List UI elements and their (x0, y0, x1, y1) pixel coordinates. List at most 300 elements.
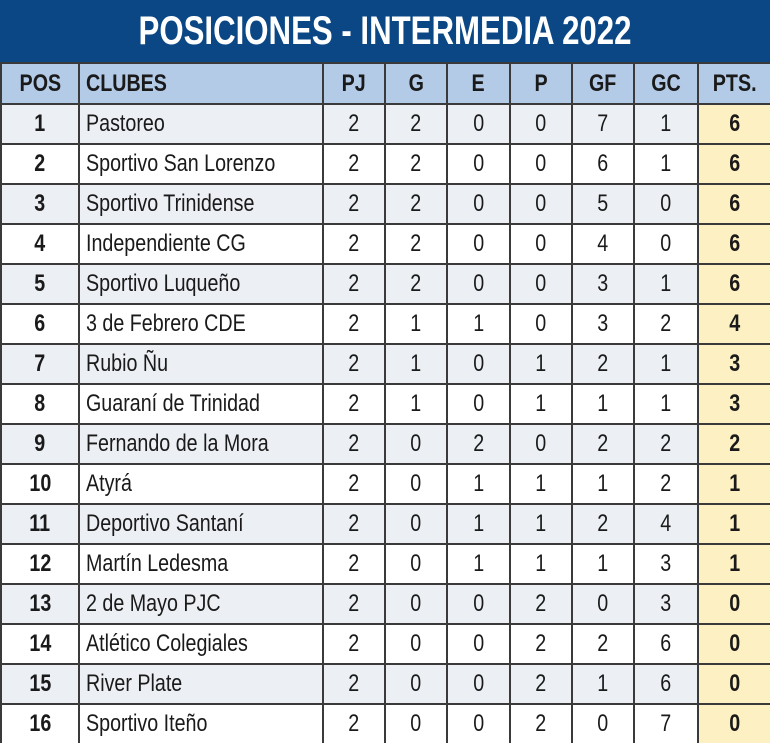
cell-value: 0 (729, 590, 740, 617)
cell-g (385, 544, 447, 584)
cell-value: 1 (660, 150, 672, 177)
cell-e (447, 104, 510, 144)
cell-e (447, 264, 510, 304)
cell-club (79, 304, 323, 344)
cell-value: 0 (410, 430, 422, 457)
cell-value: 6 (729, 190, 740, 217)
cell-e (447, 464, 510, 504)
cell-gc (634, 224, 698, 264)
cell-value: 0 (535, 230, 547, 257)
cell-value: 1 (729, 550, 740, 577)
cell-e (447, 584, 510, 624)
cell-value: Rubio Ñu (86, 350, 169, 377)
header-pj (323, 63, 385, 104)
table-row (1, 424, 770, 464)
cell-club (79, 584, 323, 624)
cell-gf (572, 584, 634, 624)
cell-value: 0 (410, 550, 422, 577)
cell-value: 1 (597, 470, 609, 497)
cell-club (79, 144, 323, 184)
cell-p (510, 504, 572, 544)
table-row (1, 344, 770, 384)
cell-value: 11 (29, 510, 51, 537)
cell-value: Atlético Colegiales (86, 630, 248, 657)
header-pos (1, 63, 79, 104)
cell-p (510, 224, 572, 264)
cell-value: 0 (410, 630, 422, 657)
cell-gf (572, 224, 634, 264)
header-p (510, 63, 572, 104)
cell-value: 1 (597, 550, 609, 577)
cell-value: 0 (597, 590, 609, 617)
header-g (385, 63, 447, 104)
cell-gf (572, 144, 634, 184)
cell-gc (634, 464, 698, 504)
cell-value: 4 (660, 510, 672, 537)
cell-value: 0 (473, 350, 484, 377)
header-label: PTS. (712, 69, 757, 97)
cell-p (510, 344, 572, 384)
cell-value: 0 (473, 390, 484, 417)
cell-value: 2 (535, 710, 547, 737)
cell-value: 0 (729, 630, 740, 657)
cell-value: 0 (729, 670, 740, 697)
header-label: CLUBES (86, 69, 167, 97)
cell-p (510, 464, 572, 504)
cell-value: 0 (597, 710, 609, 737)
cell-club (79, 344, 323, 384)
cell-club (79, 184, 323, 224)
cell-value: 12 (29, 550, 51, 577)
cell-value: 0 (410, 670, 422, 697)
cell-value: Sportivo Luqueño (86, 270, 241, 297)
cell-value: 6 (729, 230, 740, 257)
header-pts (698, 63, 770, 104)
cell-e (447, 664, 510, 704)
cell-value: 7 (34, 350, 46, 377)
cell-value: 7 (660, 710, 672, 737)
cell-pj (323, 584, 385, 624)
header-e (447, 63, 510, 104)
cell-value: 1 (410, 350, 422, 377)
cell-gf (572, 264, 634, 304)
cell-value: 3 de Febrero CDE (86, 310, 246, 337)
cell-value: 1 (597, 670, 609, 697)
table-row (1, 664, 770, 704)
table-row (1, 544, 770, 584)
cell-value: 0 (729, 710, 740, 737)
table-row (1, 184, 770, 224)
cell-value: 3 (729, 350, 740, 377)
cell-value: 4 (597, 230, 609, 257)
cell-value: 3 (660, 550, 672, 577)
cell-value: 1 (535, 550, 547, 577)
cell-g (385, 224, 447, 264)
table-row (1, 464, 770, 504)
cell-pts (698, 544, 770, 584)
cell-pts (698, 504, 770, 544)
cell-value: 2 (34, 150, 46, 177)
cell-pos (1, 664, 79, 704)
cell-gf (572, 544, 634, 584)
cell-gf (572, 464, 634, 504)
cell-value: 5 (597, 190, 609, 217)
cell-value: 0 (410, 510, 422, 537)
cell-pos (1, 224, 79, 264)
cell-value: 0 (473, 670, 484, 697)
cell-value: 0 (660, 230, 672, 257)
cell-club (79, 104, 323, 144)
cell-pts (698, 184, 770, 224)
header-label: G (408, 69, 424, 97)
cell-pj (323, 544, 385, 584)
cell-value: 6 (34, 310, 46, 337)
cell-value: 2 (348, 230, 360, 257)
cell-gc (634, 304, 698, 344)
cell-pts (698, 264, 770, 304)
cell-e (447, 304, 510, 344)
cell-g (385, 464, 447, 504)
cell-club (79, 424, 323, 464)
cell-gf (572, 304, 634, 344)
cell-value: 2 (348, 590, 360, 617)
cell-pts (698, 344, 770, 384)
cell-value: 2 (348, 710, 360, 737)
cell-value: 13 (29, 590, 51, 617)
cell-value: 2 (597, 510, 609, 537)
cell-p (510, 424, 572, 464)
cell-value: 6 (597, 150, 609, 177)
cell-e (447, 424, 510, 464)
cell-pos (1, 384, 79, 424)
cell-p (510, 184, 572, 224)
cell-pts (698, 464, 770, 504)
cell-value: 1 (729, 470, 740, 497)
cell-value: 1 (535, 510, 547, 537)
cell-value: 2 (410, 230, 422, 257)
cell-value: 2 (348, 110, 360, 137)
cell-value: 1 (535, 350, 547, 377)
cell-value: 2 de Mayo PJC (86, 590, 221, 617)
cell-e (447, 144, 510, 184)
table-row (1, 144, 770, 184)
cell-value: 0 (535, 310, 547, 337)
cell-value: 1 (660, 110, 672, 137)
cell-e (447, 184, 510, 224)
cell-value: 2 (660, 470, 672, 497)
cell-gc (634, 624, 698, 664)
cell-value: Atyrá (86, 470, 132, 497)
cell-g (385, 344, 447, 384)
cell-value: 0 (473, 230, 484, 257)
cell-gf (572, 624, 634, 664)
cell-club (79, 464, 323, 504)
cell-value: Fernando de la Mora (86, 430, 269, 457)
cell-pj (323, 464, 385, 504)
cell-value: 2 (597, 630, 609, 657)
page-title: POSICIONES - INTERMEDIA 2022 (138, 8, 632, 53)
cell-pts (698, 224, 770, 264)
cell-value: 0 (535, 110, 547, 137)
cell-value: Pastoreo (86, 110, 165, 137)
cell-e (447, 544, 510, 584)
cell-value: 10 (29, 470, 51, 497)
cell-gf (572, 504, 634, 544)
cell-g (385, 184, 447, 224)
cell-pts (698, 664, 770, 704)
header-club (79, 63, 323, 104)
cell-pos (1, 144, 79, 184)
cell-pj (323, 104, 385, 144)
cell-g (385, 624, 447, 664)
cell-value: Deportivo Santaní (86, 510, 244, 537)
cell-gf (572, 704, 634, 743)
cell-pts (698, 704, 770, 743)
cell-pj (323, 304, 385, 344)
cell-club (79, 504, 323, 544)
cell-pts (698, 104, 770, 144)
cell-value: 0 (410, 470, 422, 497)
cell-value: 4 (729, 310, 740, 337)
cell-value: 0 (410, 710, 422, 737)
cell-value: 2 (660, 430, 672, 457)
cell-p (510, 104, 572, 144)
cell-value: 1 (473, 310, 484, 337)
cell-value: 3 (729, 390, 740, 417)
cell-e (447, 624, 510, 664)
cell-value: 3 (597, 310, 609, 337)
cell-value: 2 (348, 390, 360, 417)
cell-value: 0 (473, 630, 484, 657)
cell-pos (1, 704, 79, 743)
cell-value: 6 (660, 670, 672, 697)
cell-gc (634, 704, 698, 743)
cell-p (510, 624, 572, 664)
cell-pj (323, 704, 385, 743)
cell-value: 0 (473, 110, 484, 137)
cell-g (385, 584, 447, 624)
cell-value: 0 (473, 150, 484, 177)
cell-value: 0 (473, 590, 484, 617)
cell-pos (1, 184, 79, 224)
cell-value: 2 (348, 470, 360, 497)
cell-value: 2 (660, 310, 672, 337)
cell-value: 0 (535, 150, 547, 177)
cell-value: 0 (660, 190, 672, 217)
cell-gf (572, 344, 634, 384)
cell-value: 6 (660, 630, 672, 657)
cell-club (79, 384, 323, 424)
cell-pts (698, 384, 770, 424)
cell-value: 2 (597, 350, 609, 377)
table-row (1, 384, 770, 424)
cell-pos (1, 544, 79, 584)
table-row (1, 304, 770, 344)
cell-p (510, 304, 572, 344)
cell-gf (572, 664, 634, 704)
cell-value: 3 (597, 270, 609, 297)
cell-gc (634, 184, 698, 224)
cell-pos (1, 344, 79, 384)
cell-pos (1, 304, 79, 344)
cell-value: 1 (729, 510, 740, 537)
cell-pos (1, 584, 79, 624)
cell-value: Guaraní de Trinidad (86, 390, 260, 417)
table-row (1, 224, 770, 264)
cell-pts (698, 624, 770, 664)
cell-club (79, 224, 323, 264)
cell-value: 2 (348, 510, 360, 537)
cell-value: 2 (348, 310, 360, 337)
cell-club (79, 624, 323, 664)
table-row (1, 504, 770, 544)
cell-pts (698, 584, 770, 624)
cell-pj (323, 664, 385, 704)
cell-gc (634, 104, 698, 144)
cell-e (447, 344, 510, 384)
cell-value: 6 (729, 110, 740, 137)
cell-pj (323, 144, 385, 184)
cell-value: 1 (535, 470, 547, 497)
cell-value: 1 (34, 110, 46, 137)
table-row (1, 264, 770, 304)
cell-value: 1 (473, 550, 484, 577)
cell-p (510, 704, 572, 743)
cell-value: 1 (535, 390, 547, 417)
header-gf (572, 63, 634, 104)
cell-p (510, 264, 572, 304)
cell-club (79, 664, 323, 704)
cell-value: Martín Ledesma (86, 550, 229, 577)
cell-gc (634, 264, 698, 304)
cell-value: 5 (34, 270, 46, 297)
cell-value: 15 (29, 670, 51, 697)
cell-value: 2 (535, 630, 547, 657)
cell-value: 0 (410, 590, 422, 617)
table-row (1, 104, 770, 144)
cell-gc (634, 424, 698, 464)
cell-value: 2 (597, 430, 609, 457)
cell-value: 1 (597, 390, 609, 417)
cell-p (510, 544, 572, 584)
cell-gf (572, 424, 634, 464)
cell-gc (634, 504, 698, 544)
header-gc (634, 63, 698, 104)
cell-g (385, 104, 447, 144)
cell-gc (634, 144, 698, 184)
cell-value: 16 (29, 710, 51, 737)
cell-value: 4 (34, 230, 46, 257)
cell-pj (323, 184, 385, 224)
cell-g (385, 304, 447, 344)
cell-value: 1 (473, 470, 484, 497)
cell-value: 2 (410, 190, 422, 217)
table-row (1, 584, 770, 624)
cell-value: 2 (535, 670, 547, 697)
cell-value: 0 (473, 190, 484, 217)
cell-value: 3 (660, 590, 672, 617)
cell-value: 0 (473, 270, 484, 297)
cell-value: 0 (535, 270, 547, 297)
cell-value: Sportivo Iteño (86, 710, 208, 737)
cell-gf (572, 104, 634, 144)
cell-pj (323, 504, 385, 544)
cell-g (385, 144, 447, 184)
cell-p (510, 584, 572, 624)
cell-gf (572, 184, 634, 224)
cell-g (385, 424, 447, 464)
header-label: PJ (341, 69, 367, 97)
cell-pj (323, 224, 385, 264)
cell-g (385, 384, 447, 424)
cell-g (385, 664, 447, 704)
cell-gc (634, 664, 698, 704)
cell-value: 2 (348, 190, 360, 217)
cell-value: Independiente CG (86, 230, 246, 257)
cell-value: 2 (410, 270, 422, 297)
cell-gc (634, 384, 698, 424)
standings-table (0, 62, 770, 743)
cell-value: 1 (660, 390, 672, 417)
header-label: GF (589, 69, 617, 97)
cell-pts (698, 144, 770, 184)
cell-value: 2 (348, 150, 360, 177)
table-row (1, 624, 770, 664)
header-label: E (471, 69, 486, 97)
cell-value: River Plate (86, 670, 183, 697)
cell-value: 2 (348, 350, 360, 377)
cell-value: 6 (729, 150, 740, 177)
cell-value: 2 (348, 550, 360, 577)
cell-value: 2 (729, 430, 740, 457)
cell-value: 0 (473, 710, 484, 737)
cell-club (79, 264, 323, 304)
cell-value: 2 (410, 150, 422, 177)
cell-e (447, 504, 510, 544)
cell-g (385, 264, 447, 304)
cell-e (447, 224, 510, 264)
cell-value: 1 (660, 270, 672, 297)
cell-gf (572, 384, 634, 424)
cell-value: 0 (535, 430, 547, 457)
cell-value: 9 (34, 430, 46, 457)
cell-pos (1, 504, 79, 544)
cell-g (385, 504, 447, 544)
cell-pos (1, 464, 79, 504)
cell-pj (323, 424, 385, 464)
cell-gc (634, 544, 698, 584)
cell-pj (323, 624, 385, 664)
cell-value: 2 (410, 110, 422, 137)
cell-value: 2 (348, 270, 360, 297)
cell-value: 14 (29, 630, 51, 657)
cell-e (447, 384, 510, 424)
cell-value: 2 (348, 670, 360, 697)
cell-gc (634, 344, 698, 384)
cell-g (385, 704, 447, 743)
cell-value: Sportivo San Lorenzo (86, 150, 276, 177)
cell-value: 8 (34, 390, 46, 417)
cell-pos (1, 104, 79, 144)
cell-value: 2 (535, 590, 547, 617)
cell-value: 2 (473, 430, 484, 457)
cell-p (510, 664, 572, 704)
cell-value: 2 (348, 430, 360, 457)
cell-pts (698, 424, 770, 464)
cell-pos (1, 424, 79, 464)
cell-value: 1 (410, 310, 422, 337)
cell-value: 3 (34, 190, 46, 217)
